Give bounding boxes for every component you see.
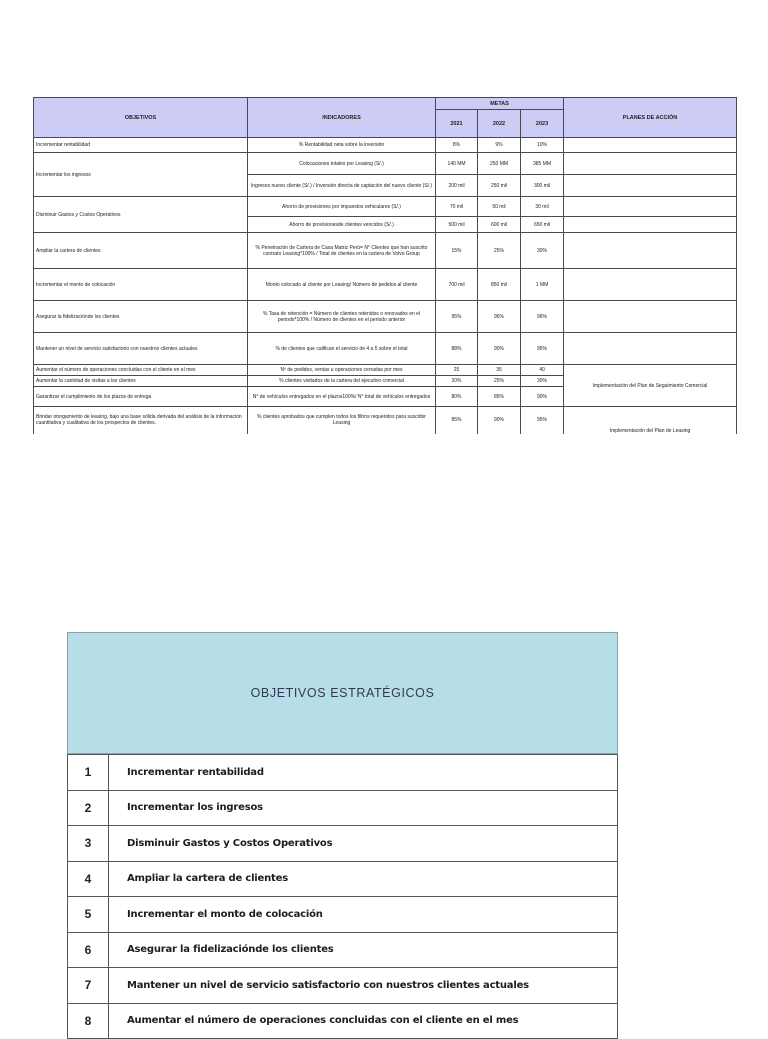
list-item	[68, 861, 618, 897]
action-plan-cell	[564, 301, 737, 333]
item-number: 1	[68, 755, 109, 791]
item-number: 8	[68, 1003, 109, 1039]
table-row	[34, 233, 737, 269]
table-row	[34, 365, 737, 376]
objective-cell: Ampliar la cartera de clientes	[34, 233, 248, 269]
goal-2021: 88%	[436, 333, 478, 365]
action-plan-cell	[564, 138, 737, 153]
goal-2022: 90%	[478, 333, 521, 365]
item-text: Incrementar rentabilidad	[109, 755, 618, 791]
item-number: 5	[68, 897, 109, 933]
objective-cell: Mantener un nivel de servicio satisfactorio con nuestros clientes actuales	[34, 333, 248, 365]
action-plan-cell	[564, 233, 737, 269]
item-text: Mantener un nivel de servicio satisfactorio con nuestros clientes actuales	[109, 968, 618, 1004]
objective-cell: Disminuir Gastos y Costos Operativos	[34, 197, 248, 233]
item-text: Asegurar la fidelizaciónde los clientes	[109, 932, 618, 968]
item-text: Disminuir Gastos y Costos Operativos	[109, 826, 618, 862]
goal-2022: 600 mil	[478, 217, 521, 233]
action-plan-cell	[564, 153, 737, 175]
goal-2022: 25%	[478, 233, 521, 269]
goal-2023: 650 mil	[521, 217, 564, 233]
goal-2021: 25	[436, 365, 478, 376]
goal-2022: 9%	[478, 138, 521, 153]
goal-2021: 85%	[436, 407, 478, 434]
list-item	[68, 755, 618, 791]
goal-2021: 140 MM	[436, 153, 478, 175]
goal-2021: 8%	[436, 138, 478, 153]
action-plan-cell	[564, 197, 737, 217]
indicator-cell: % clientes visitados de la cartera del ejecutivo comercial	[248, 376, 436, 387]
goal-2022: 25%	[478, 376, 521, 387]
list-item	[68, 897, 618, 933]
goal-2022: 50 mil	[478, 197, 521, 217]
goal-2023: 90%	[521, 387, 564, 407]
header-year-2022: 2022	[478, 110, 521, 138]
goal-2022: 90%	[478, 407, 521, 434]
goal-2023: 300 mil	[521, 175, 564, 197]
item-number: 2	[68, 790, 109, 826]
goal-2023: 30%	[521, 376, 564, 387]
strategic-objectives-list	[67, 754, 618, 1039]
objective-cell: Asegurar la fidelizaciónde los clientes	[34, 301, 248, 333]
goal-2021: 70 mil	[436, 197, 478, 217]
action-plan-cell	[564, 269, 737, 301]
goal-2023: 95%	[521, 333, 564, 365]
goal-2021: 80%	[436, 387, 478, 407]
goal-2021: 15%	[436, 233, 478, 269]
goal-2022: 85%	[478, 387, 521, 407]
action-plan-cell	[564, 175, 737, 197]
indicator-cell: Ahorro de provisiones por impuestos vehiculares (S/.)	[248, 197, 436, 217]
objective-cell: Incrementar el monto de colocación	[34, 269, 248, 301]
indicator-cell: % Rentabilidad neta sobre la inversión	[248, 138, 436, 153]
header-metas: METAS	[436, 98, 564, 110]
list-item	[68, 932, 618, 968]
list-item	[68, 826, 618, 862]
item-text: Aumentar el número de operaciones concluidas con el cliente en el mes	[109, 1003, 618, 1039]
table-row	[34, 138, 737, 153]
goal-2022: 850 mil	[478, 269, 521, 301]
table-row	[34, 301, 737, 333]
goal-2022: 35	[478, 365, 521, 376]
header-year-2021: 2021	[436, 110, 478, 138]
goal-2022: 96%	[478, 301, 521, 333]
action-plan-seguimiento: Implementación del Plan de Seguimiento Comercial	[564, 365, 737, 407]
table-row	[34, 153, 737, 175]
indicator-cell: Colocaciones totales por Leasing (S/.)	[248, 153, 436, 175]
objective-cell: Aumentar el número de operaciones concluidas con el cliente en el mes	[34, 365, 248, 376]
objectives-table	[33, 97, 737, 434]
list-item	[68, 968, 618, 1004]
header-indicadores: INDICADORES	[248, 98, 436, 138]
goal-2022: 250 mil	[478, 175, 521, 197]
table-row	[34, 407, 737, 434]
item-text: Ampliar la cartera de clientes	[109, 861, 618, 897]
item-number: 6	[68, 932, 109, 968]
goal-2023: 385 MM	[521, 153, 564, 175]
item-number: 7	[68, 968, 109, 1004]
strategic-objectives-title: OBJETIVOS ESTRATÉGICOS	[67, 632, 618, 754]
objective-cell: Aumentar la cantidad de visitas a los clientes	[34, 376, 248, 387]
action-plan-leasing: Implementación del Plan de Leasing	[564, 407, 737, 434]
action-plan-cell	[564, 333, 737, 365]
goal-2023: 30 mil	[521, 197, 564, 217]
goal-2023: 1 MM	[521, 269, 564, 301]
indicator-cell: % clientes aprobados que cumplen todos los filtros requeridos para suscribir Leasing	[248, 407, 436, 434]
item-text: Incrementar el monto de colocación	[109, 897, 618, 933]
indicator-cell: N° de vehículos entregados en el plazos100%/ N° total de vehículos entregados	[248, 387, 436, 407]
indicator-cell: Nº de pedidos, ventas u operaciones cerradas por mes	[248, 365, 436, 376]
objective-cell: Garantizar el cumplimiento de los plazos de entrega	[34, 387, 248, 407]
goal-2023: 96%	[521, 301, 564, 333]
table-row	[34, 269, 737, 301]
goal-2023: 10%	[521, 138, 564, 153]
goal-2021: 95%	[436, 301, 478, 333]
indicator-cell: % de clientes que califican el servicio de 4 a 5 sobre el total	[248, 333, 436, 365]
indicator-cell: Ingresos nuevo cliente (S/.) / Inversión directa de captación del nuevo cliente (S/.)	[248, 175, 436, 197]
table-row	[34, 333, 737, 365]
item-text: Incrementar los ingresos	[109, 790, 618, 826]
indicator-cell: % Penetración de Cartera de Casa Matriz Perú= N° Clientes que han suscrito contrato Leasing*100% / Total de clientes en la cartera de Volvo Group	[248, 233, 436, 269]
header-planes: PLANES DE ACCIÓN	[564, 98, 737, 138]
list-item	[68, 790, 618, 826]
header-year-2023: 2023	[521, 110, 564, 138]
goal-2023: 40	[521, 365, 564, 376]
goal-2021: 500 mil	[436, 217, 478, 233]
list-item	[68, 1003, 618, 1039]
indicator-cell: % Tasa de retención = Número de clientes retenidos o renovados en el periodo*100% / Número de clientes en el periodo anterior	[248, 301, 436, 333]
goal-2021: 20%	[436, 376, 478, 387]
action-plan-cell	[564, 217, 737, 233]
goal-2023: 30%	[521, 233, 564, 269]
indicator-cell: Monto colocado al cliente por Leasing/ Número de pedidos al cliente	[248, 269, 436, 301]
strategic-objectives-panel	[67, 632, 618, 1039]
goal-2022: 250 MM	[478, 153, 521, 175]
item-number: 3	[68, 826, 109, 862]
item-number: 4	[68, 861, 109, 897]
objective-cell: Incrementar rentabilidad	[34, 138, 248, 153]
goal-2021: 200 mil	[436, 175, 478, 197]
objective-cell: Incrementar los ingresos	[34, 153, 248, 197]
goal-2023: 95%	[521, 407, 564, 434]
header-objetivos: OBJETIVOS	[34, 98, 248, 138]
indicator-cell: Ahorro de provisionesde clientes vencidos (S/.)	[248, 217, 436, 233]
objective-cell: Brindar otorgamiento de leasing, bajo una base sólida derivada del análisis de la información cuantitativa y cualitativa de los prospectos de clientes.	[34, 407, 248, 434]
table-row	[34, 197, 737, 217]
goal-2021: 700 mil	[436, 269, 478, 301]
